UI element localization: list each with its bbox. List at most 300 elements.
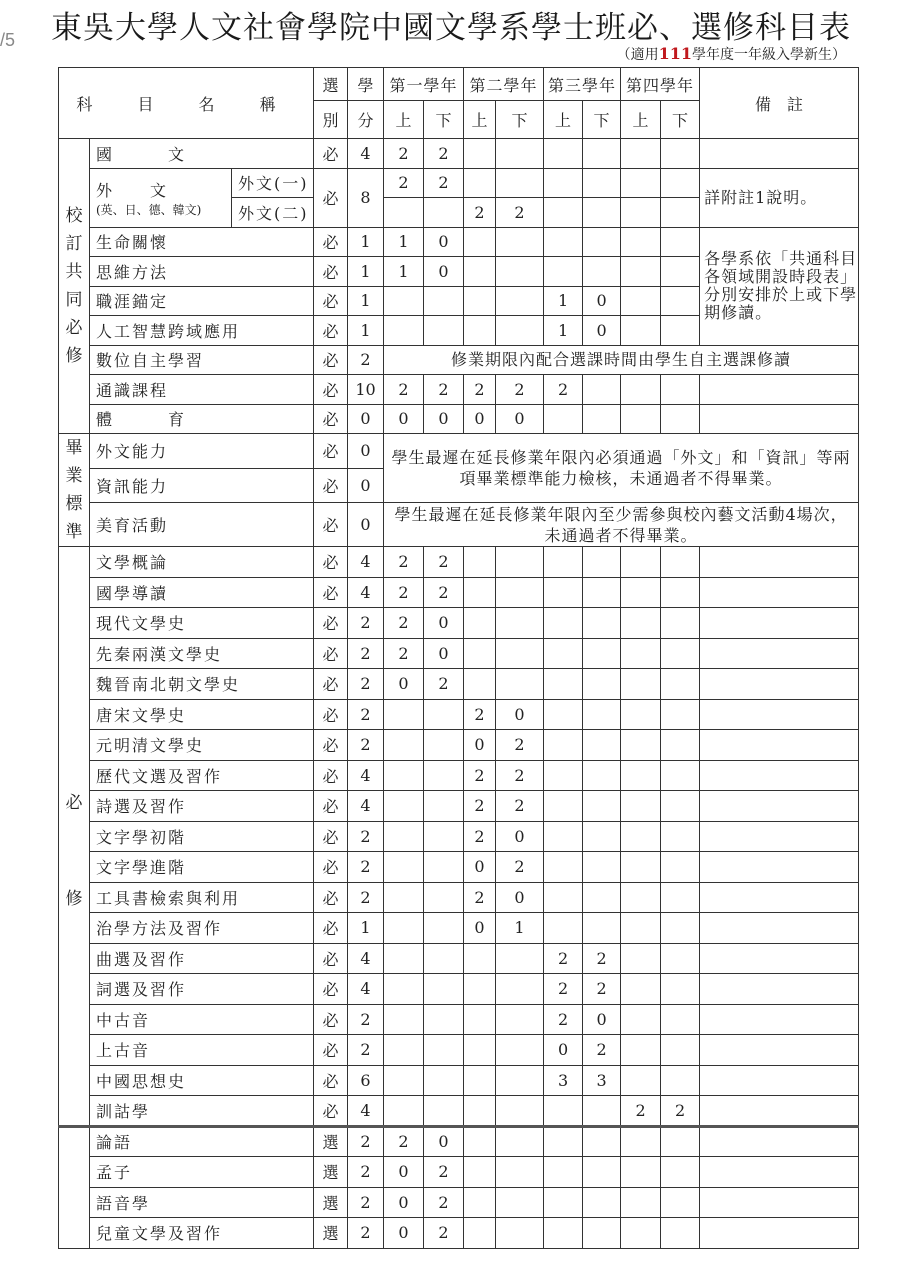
- semester-credit-cell: [583, 882, 621, 913]
- semester-credit-cell: [544, 404, 583, 434]
- semester-credit-cell: [464, 139, 496, 169]
- semester-credit-cell: [384, 791, 424, 822]
- course-name: 訓詁學: [90, 1096, 314, 1127]
- remark-cell: [700, 730, 859, 761]
- semester-credit-cell: [544, 1126, 583, 1157]
- semester-credit-cell: [544, 198, 583, 228]
- course-credits: 0: [348, 434, 384, 469]
- page-number-marker: /5: [0, 30, 16, 50]
- course-credits: 6: [348, 1065, 384, 1096]
- semester-credit-cell: [544, 821, 583, 852]
- course-credits: 4: [348, 943, 384, 974]
- semester-credit-cell: 2: [424, 168, 464, 198]
- course-type: 必: [314, 434, 348, 469]
- course-credits: 2: [348, 669, 384, 700]
- semester-credit-cell: [583, 791, 621, 822]
- course-type: 必: [314, 257, 348, 287]
- semester-credit-cell: [464, 286, 496, 316]
- semester-credit-cell: 0: [424, 608, 464, 639]
- semester-credit-cell: [583, 547, 621, 578]
- course-credits: 2: [348, 1187, 384, 1218]
- course-type: 必: [314, 503, 348, 547]
- semester-credit-cell: [424, 730, 464, 761]
- semester-credit-cell: [384, 286, 424, 316]
- course-type: 必: [314, 882, 348, 913]
- semester-credit-cell: [464, 1096, 496, 1127]
- semester-credit-cell: [496, 1096, 544, 1127]
- semester-credit-cell: [496, 974, 544, 1005]
- course-name: 詞選及習作: [90, 974, 314, 1005]
- semester-credit-cell: 2: [424, 139, 464, 169]
- semester-credit-cell: [661, 730, 700, 761]
- course-name: 詩選及習作: [90, 791, 314, 822]
- semester-credit-cell: [544, 730, 583, 761]
- semester-credit-cell: 2: [424, 547, 464, 578]
- semester-credit-cell: [424, 316, 464, 346]
- semester-credit-cell: 0: [583, 316, 621, 346]
- semester-credit-cell: 0: [583, 286, 621, 316]
- semester-credit-cell: [661, 316, 700, 346]
- semester-credit-cell: [464, 1035, 496, 1066]
- semester-credit-cell: [496, 1126, 544, 1157]
- table-row: [59, 821, 859, 852]
- category-graduation: 畢業標準: [59, 434, 90, 547]
- semester-credit-cell: 0: [424, 638, 464, 669]
- semester-credit-cell: [621, 760, 661, 791]
- semester-credit-cell: [661, 286, 700, 316]
- course-type: 必: [314, 913, 348, 944]
- semester-credit-cell: 3: [583, 1065, 621, 1096]
- course-credits: 2: [348, 345, 384, 375]
- semester-credit-cell: [424, 699, 464, 730]
- course-credits: 2: [348, 1004, 384, 1035]
- table-row: [59, 638, 859, 669]
- semester-credit-cell: 2: [424, 577, 464, 608]
- course-credits: 2: [348, 821, 384, 852]
- semester-credit-cell: [496, 638, 544, 669]
- course-name: 職涯錨定: [90, 286, 314, 316]
- semester-credit-cell: 2: [424, 1187, 464, 1218]
- course-credits: 0: [348, 468, 384, 503]
- semester-credit-cell: 0: [424, 257, 464, 287]
- semester-credit-cell: [464, 1157, 496, 1188]
- course-type: 必: [314, 345, 348, 375]
- semester-credit-cell: [621, 1004, 661, 1035]
- course-name: 文字學進階: [90, 852, 314, 883]
- semester-credit-cell: 0: [464, 730, 496, 761]
- semester-credit-cell: [661, 791, 700, 822]
- course-type: 必: [314, 375, 348, 405]
- semester-credit-cell: [661, 608, 700, 639]
- semester-credit-cell: [621, 1035, 661, 1066]
- course-type: 必: [314, 468, 348, 503]
- course-name: 通識課程: [90, 375, 314, 405]
- remark-cell: [700, 943, 859, 974]
- semester-credit-cell: [621, 168, 661, 198]
- course-name: 治學方法及習作: [90, 913, 314, 944]
- semester-credit-cell: 2: [661, 1096, 700, 1127]
- semester-credit-cell: 2: [464, 198, 496, 228]
- semester-credit-cell: [583, 1187, 621, 1218]
- course-name: 人工智慧跨域應用: [90, 316, 314, 346]
- semester-credit-cell: [424, 974, 464, 1005]
- table-row: [59, 760, 859, 791]
- course-name: 文字學初階: [90, 821, 314, 852]
- semester-credit-cell: [384, 913, 424, 944]
- course-type: 選: [314, 1126, 348, 1157]
- semester-credit-cell: [384, 1096, 424, 1127]
- semester-credit-cell: [583, 1157, 621, 1188]
- semester-credit-cell: [544, 547, 583, 578]
- semester-credit-cell: 2: [544, 943, 583, 974]
- semester-credit-cell: 1: [384, 227, 424, 257]
- semester-credit-cell: [661, 943, 700, 974]
- course-type: 必: [314, 577, 348, 608]
- semester-credit-cell: [621, 730, 661, 761]
- semester-credit-cell: 2: [544, 974, 583, 1005]
- semester-credit-cell: 0: [496, 882, 544, 913]
- subtitle-suffix: 學年度一年級入學新生）: [692, 47, 846, 63]
- course-credits: 2: [348, 1126, 384, 1157]
- semester-credit-cell: [496, 669, 544, 700]
- requirement-name: 美育活動: [90, 503, 314, 547]
- semester-credit-cell: [621, 404, 661, 434]
- semester-credit-cell: 2: [464, 699, 496, 730]
- semester-credit-cell: 0: [496, 821, 544, 852]
- course-name: 論語: [90, 1126, 314, 1157]
- course-type: 必: [314, 821, 348, 852]
- semester-credit-cell: 0: [384, 669, 424, 700]
- semester-credit-cell: [621, 943, 661, 974]
- semester-credit-cell: [496, 1218, 544, 1249]
- remark-cell: [700, 547, 859, 578]
- semester-credit-cell: [384, 730, 424, 761]
- course-credits: 10: [348, 375, 384, 405]
- course-credits: 4: [348, 577, 384, 608]
- course-name: 生命關懷: [90, 227, 314, 257]
- semester-credit-cell: 0: [384, 1187, 424, 1218]
- semester-credit-cell: [464, 1126, 496, 1157]
- course-name: 思維方法: [90, 257, 314, 287]
- header-year-3: 第三學年: [544, 68, 621, 101]
- course-credits: 4: [348, 547, 384, 578]
- semester-credit-cell: [384, 1035, 424, 1066]
- remark-cell: [700, 699, 859, 730]
- semester-credit-cell: 2: [583, 943, 621, 974]
- course-type: 必: [314, 1004, 348, 1035]
- semester-credit-cell: [384, 316, 424, 346]
- table-row: [59, 882, 859, 913]
- table-row: [59, 1065, 859, 1096]
- header-type-top: 選: [314, 68, 348, 101]
- semester-credit-cell: 2: [384, 1126, 424, 1157]
- semester-credit-cell: [661, 821, 700, 852]
- semester-credit-cell: [661, 1218, 700, 1249]
- semester-credit-cell: 2: [496, 791, 544, 822]
- course-credits: 1: [348, 257, 384, 287]
- category-label-top: 必: [65, 792, 83, 813]
- semester-credit-cell: [621, 699, 661, 730]
- semester-credit-cell: [424, 760, 464, 791]
- semester-credit-cell: [496, 1035, 544, 1066]
- semester-credit-cell: [621, 821, 661, 852]
- graduation-note-language-it: 學生最遲在延長修業年限內必須通過「外文」和「資訊」等兩項畢業標準能力檢核，未通過者不得畢業。: [384, 434, 859, 503]
- semester-credit-cell: [661, 1187, 700, 1218]
- semester-credit-cell: [661, 913, 700, 944]
- semester-credit-cell: [621, 286, 661, 316]
- header-subject-name: 科 目 名 稱: [59, 68, 314, 139]
- remark-cell: [700, 638, 859, 669]
- course-name: 工具書檢索與利用: [90, 882, 314, 913]
- semester-credit-cell: [544, 760, 583, 791]
- semester-credit-cell: [621, 577, 661, 608]
- semester-credit-cell: [583, 577, 621, 608]
- course-credits: 1: [348, 316, 384, 346]
- semester-credit-cell: 1: [544, 316, 583, 346]
- academic-year: 111: [658, 44, 692, 63]
- semester-credit-cell: [384, 760, 424, 791]
- semester-credit-cell: 2: [384, 139, 424, 169]
- header-remarks: 備 註: [700, 68, 859, 139]
- category-common-required: 校訂共同必修: [59, 139, 90, 434]
- semester-credit-cell: [621, 608, 661, 639]
- semester-credit-cell: [544, 1157, 583, 1188]
- header-row-1: [59, 68, 859, 101]
- header-semester: 上: [464, 101, 496, 139]
- header-semester: 下: [424, 101, 464, 139]
- semester-credit-cell: 1: [496, 913, 544, 944]
- self-study-note: 修業期限內配合選課時間由學生自主選課修讀: [384, 345, 859, 375]
- semester-credit-cell: [384, 821, 424, 852]
- semester-credit-cell: 1: [384, 257, 424, 287]
- semester-credit-cell: 1: [544, 286, 583, 316]
- semester-credit-cell: [583, 608, 621, 639]
- semester-credit-cell: 2: [496, 730, 544, 761]
- course-name-languages: (英、日、德、韓文): [96, 202, 202, 217]
- semester-credit-cell: [661, 1126, 700, 1157]
- course-name: 中國思想史: [90, 1065, 314, 1096]
- semester-credit-cell: [621, 1157, 661, 1188]
- semester-credit-cell: 2: [544, 1004, 583, 1035]
- semester-credit-cell: [661, 699, 700, 730]
- semester-credit-cell: [384, 882, 424, 913]
- table-row: [59, 577, 859, 608]
- semester-credit-cell: [496, 168, 544, 198]
- semester-credit-cell: [583, 699, 621, 730]
- semester-credit-cell: [384, 974, 424, 1005]
- table-row: [59, 699, 859, 730]
- semester-credit-cell: 2: [384, 375, 424, 405]
- remark-cell: [700, 1065, 859, 1096]
- header-semester: 上: [621, 101, 661, 139]
- semester-credit-cell: [661, 1035, 700, 1066]
- table-row: [59, 168, 859, 198]
- semester-credit-cell: [583, 1218, 621, 1249]
- semester-credit-cell: [621, 316, 661, 346]
- semester-credit-cell: 2: [424, 1157, 464, 1188]
- course-name: 文學概論: [90, 547, 314, 578]
- table-row: [59, 974, 859, 1005]
- course-type: 必: [314, 669, 348, 700]
- semester-credit-cell: 2: [464, 760, 496, 791]
- course-type: 必: [314, 791, 348, 822]
- semester-credit-cell: 0: [424, 227, 464, 257]
- semester-credit-cell: [661, 168, 700, 198]
- semester-credit-cell: [583, 730, 621, 761]
- course-credits: 1: [348, 913, 384, 944]
- semester-credit-cell: [544, 257, 583, 287]
- semester-credit-cell: 2: [424, 669, 464, 700]
- semester-credit-cell: 2: [384, 547, 424, 578]
- semester-credit-cell: [661, 139, 700, 169]
- course-type: 必: [314, 1096, 348, 1127]
- shared-remark: 各學系依「共通科目各領域開設時段表」分別安排於上或下學期修讀。: [700, 227, 859, 345]
- semester-credit-cell: [661, 375, 700, 405]
- course-type: 必: [314, 974, 348, 1005]
- semester-credit-cell: [544, 168, 583, 198]
- semester-credit-cell: 2: [424, 375, 464, 405]
- course-name: 國 文: [90, 139, 314, 169]
- semester-credit-cell: [384, 699, 424, 730]
- semester-credit-cell: [661, 198, 700, 228]
- semester-credit-cell: 2: [384, 608, 424, 639]
- remark-cell: [700, 669, 859, 700]
- semester-credit-cell: [621, 547, 661, 578]
- table-row: [59, 1187, 859, 1218]
- semester-credit-cell: 0: [583, 1004, 621, 1035]
- course-credits: 2: [348, 608, 384, 639]
- course-credits: 2: [348, 1218, 384, 1249]
- remark-cell: [700, 882, 859, 913]
- table-row: [59, 547, 859, 578]
- semester-credit-cell: [661, 882, 700, 913]
- course-credits: 2: [348, 1157, 384, 1188]
- remark-cell: [700, 852, 859, 883]
- semester-credit-cell: [544, 1218, 583, 1249]
- course-table: [58, 67, 859, 1249]
- semester-credit-cell: [583, 852, 621, 883]
- remark-cell: [700, 1218, 859, 1249]
- semester-credit-cell: [464, 577, 496, 608]
- semester-credit-cell: 0: [384, 1218, 424, 1249]
- table-row: [59, 791, 859, 822]
- course-type: 選: [314, 1157, 348, 1188]
- remark-cell: [700, 1004, 859, 1035]
- course-credits: 0: [348, 404, 384, 434]
- semester-credit-cell: [621, 1218, 661, 1249]
- course-name-main: 外 文: [96, 180, 169, 200]
- semester-credit-cell: [544, 791, 583, 822]
- semester-credit-cell: [424, 943, 464, 974]
- remark-cell: [700, 1157, 859, 1188]
- semester-credit-cell: 0: [384, 404, 424, 434]
- semester-credit-cell: 0: [424, 404, 464, 434]
- category-label-bottom: 修: [65, 888, 83, 909]
- table-row: [59, 227, 859, 257]
- header-semester: 上: [384, 101, 424, 139]
- semester-credit-cell: [544, 577, 583, 608]
- semester-credit-cell: [621, 1065, 661, 1096]
- semester-credit-cell: [496, 608, 544, 639]
- semester-credit-cell: [544, 852, 583, 883]
- semester-credit-cell: [583, 913, 621, 944]
- semester-credit-cell: 0: [496, 699, 544, 730]
- semester-credit-cell: [544, 638, 583, 669]
- semester-credit-cell: [464, 316, 496, 346]
- semester-credit-cell: [464, 943, 496, 974]
- course-type: 必: [314, 608, 348, 639]
- course-part-name: 外文(二): [232, 198, 314, 228]
- category-electives: [59, 1126, 90, 1248]
- course-name: 兒童文學及習作: [90, 1218, 314, 1249]
- remark-cell: [700, 791, 859, 822]
- table-row: [59, 1096, 859, 1127]
- semester-credit-cell: 2: [464, 882, 496, 913]
- remark-cell: [700, 1126, 859, 1157]
- semester-credit-cell: [424, 882, 464, 913]
- course-type: 必: [314, 1035, 348, 1066]
- semester-credit-cell: [544, 669, 583, 700]
- remark-cell: [700, 1187, 859, 1218]
- semester-credit-cell: [464, 1065, 496, 1096]
- course-type: 必: [314, 852, 348, 883]
- semester-credit-cell: [583, 198, 621, 228]
- semester-credit-cell: [496, 943, 544, 974]
- semester-credit-cell: 0: [384, 1157, 424, 1188]
- semester-credit-cell: [621, 227, 661, 257]
- semester-credit-cell: [496, 139, 544, 169]
- remark-cell: [700, 760, 859, 791]
- semester-credit-cell: 0: [424, 1126, 464, 1157]
- semester-credit-cell: [621, 257, 661, 287]
- course-name: 歷代文選及習作: [90, 760, 314, 791]
- semester-credit-cell: [424, 1004, 464, 1035]
- header-semester: 下: [496, 101, 544, 139]
- semester-credit-cell: [384, 1065, 424, 1096]
- table-row: [59, 943, 859, 974]
- header-semester: 下: [661, 101, 700, 139]
- course-name: 現代文學史: [90, 608, 314, 639]
- semester-credit-cell: [424, 1065, 464, 1096]
- semester-credit-cell: [583, 638, 621, 669]
- course-name: 元明清文學史: [90, 730, 314, 761]
- course-credits: 8: [348, 168, 384, 227]
- semester-credit-cell: [544, 1187, 583, 1218]
- semester-credit-cell: [583, 760, 621, 791]
- semester-credit-cell: [583, 821, 621, 852]
- remark-cell: 詳附註1說明。: [700, 168, 859, 227]
- semester-credit-cell: [621, 913, 661, 944]
- remark-cell: [700, 974, 859, 1005]
- course-type: 必: [314, 730, 348, 761]
- remark-cell: [700, 913, 859, 944]
- semester-credit-cell: [384, 1004, 424, 1035]
- semester-credit-cell: [621, 882, 661, 913]
- course-type: 必: [314, 760, 348, 791]
- table-row: [59, 1126, 859, 1157]
- course-credits: 2: [348, 852, 384, 883]
- applicability-note: [617, 44, 846, 64]
- semester-credit-cell: [583, 375, 621, 405]
- semester-credit-cell: [496, 1004, 544, 1035]
- semester-credit-cell: [661, 227, 700, 257]
- semester-credit-cell: 2: [583, 1035, 621, 1066]
- semester-credit-cell: [583, 257, 621, 287]
- semester-credit-cell: 2: [424, 1218, 464, 1249]
- semester-credit-cell: [583, 669, 621, 700]
- semester-credit-cell: 0: [544, 1035, 583, 1066]
- course-type: 必: [314, 547, 348, 578]
